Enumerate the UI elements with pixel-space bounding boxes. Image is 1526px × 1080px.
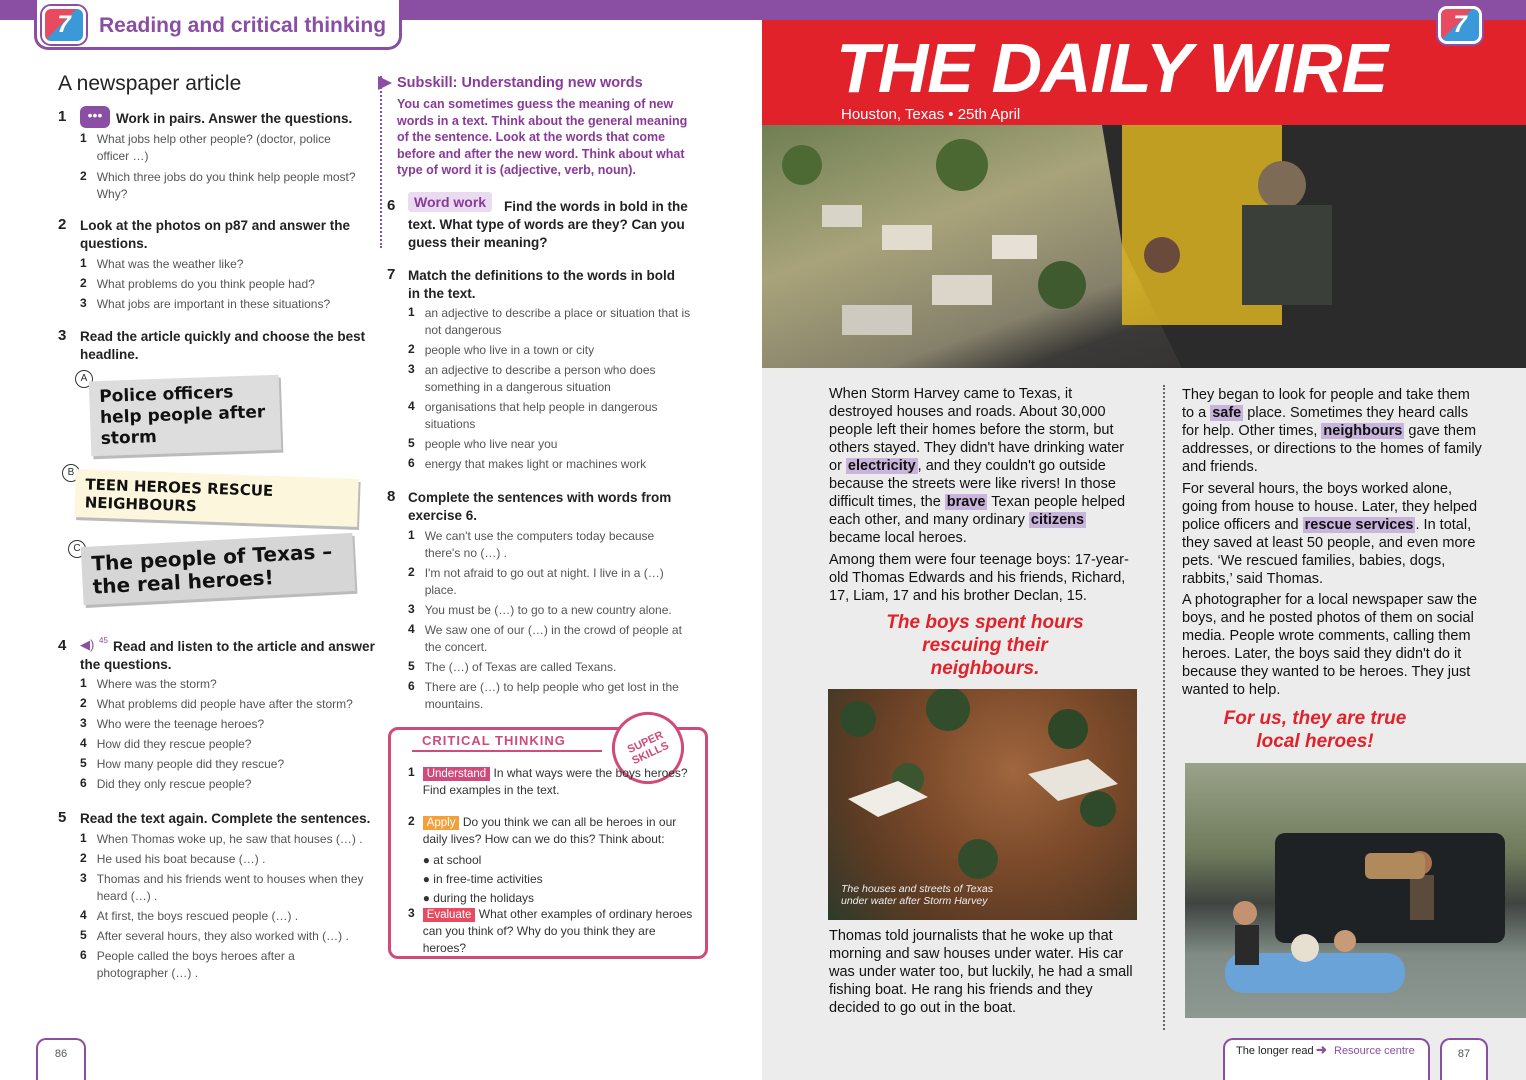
list-item: energy that makes light or machines work bbox=[424, 457, 647, 471]
tag-understand: Understand bbox=[423, 767, 490, 781]
ex8-number: 8 bbox=[387, 488, 396, 505]
ex4-number: 4 bbox=[58, 637, 67, 654]
article-col1-p1: When Storm Harvey came to Texas, it destroyed houses and roads. About 30,000 people left their homes before the storm, but others stayed. They didn't have drinking water or electricity , and they couldn't go outside because the streets were like rivers! In those difficult times, the brave Texan people helped each other, and many ordinary citizens became local heroes. bbox=[829, 386, 1126, 546]
tag-apply: Apply bbox=[423, 816, 460, 830]
ex4-list: 1 Where was the storm? 2 What problems did people have after the storm? 3 Who were the teenage heroes? 4 How did they rescue people? 5 How many people did they rescue? 6 Did they only rescue people? bbox=[80, 676, 353, 791]
word-neighbours: neighbours bbox=[1323, 423, 1403, 439]
list-item: We can't use the computers today because there's no (…) . bbox=[424, 529, 655, 560]
list-item: organisations that help people in dangerous situations bbox=[424, 400, 658, 431]
ex7-list: 1 an adjective to describe a place or situation that is not dangerous 2 people who live in a town or city 3 an adjective to describe a person who does something in a dangerous situation 4 organisations that help people in dangerous situations 5 people who live near you 6 energy that makes light or machines work bbox=[408, 305, 693, 473]
pull-quote-2: For us, they are true local heroes! bbox=[1223, 708, 1407, 752]
list-item: Which three jobs do you think help people most? Why? bbox=[96, 170, 356, 201]
list-item: people who live near you bbox=[424, 437, 558, 451]
list-item: There are (…) to help people who get lost in the mountains. bbox=[424, 680, 679, 711]
resource-centre-link[interactable]: Resource centre bbox=[1334, 1045, 1415, 1057]
critical-thinking-title: CRITICAL THINKING bbox=[422, 733, 566, 748]
list-item: Where was the storm? bbox=[96, 677, 217, 691]
ex5-list: 1 When Thomas woke up, he saw that houses (…) . 2 He used his boat because (…) . 3 Thomas and his friends went to houses when they heard (…) . 4 At first, the boys rescued people (…) . 5 After several hours, they also worked with (…) . 6 People called the boys heroes after a photographer (…) . bbox=[80, 831, 364, 980]
ex8-list: 1 We can't use the computers today because there's no (…) . 2 I'm not afraid to go out at night. I live in a (…) place. 3 You must be (…) to go to a new country alone. 4 We saw one of our (…) in the crowd of people at the concert. 5 The (…) of Texas are called Texans. 6 There are (…) to help people who get lost in the mountains. bbox=[408, 528, 693, 713]
list-item: What problems do you think people had? bbox=[96, 277, 315, 291]
list-item: Did they only rescue people? bbox=[96, 777, 252, 791]
list-item: Thomas and his friends went to houses when they heard (…) . bbox=[96, 872, 364, 903]
list-item: How many people did they rescue? bbox=[96, 757, 285, 771]
flood-rescue-photo bbox=[762, 125, 1526, 368]
dateline: Houston, Texas • 25th April bbox=[841, 106, 1021, 123]
list-item: When Thomas woke up, he saw that houses (…) . bbox=[96, 832, 363, 846]
headline-c: The people of Texas – the real heroes! bbox=[81, 533, 356, 605]
tag-evaluate: Evaluate bbox=[423, 908, 476, 922]
list-item: an adjective to describe a person who does something in a dangerous situation bbox=[424, 363, 656, 394]
ex4-title: Read and listen to the article and answer the questions. bbox=[80, 639, 375, 672]
article-col2-p3: A photographer for a local newspaper saw the boys, and he posted photos of them on social media. People wrote comments, calling them heroes. Later, the boys said they didn't do it because they wanted to be heroes. They just wanted to help. bbox=[1182, 592, 1478, 698]
headline-a: Police officers help people after storm bbox=[89, 375, 282, 457]
ex6-number: 6 bbox=[387, 197, 396, 214]
unit-badge: 7 bbox=[42, 6, 86, 44]
subskill-title: Subskill: Understanding new words bbox=[397, 75, 643, 91]
top-bar-right bbox=[762, 0, 1526, 20]
ex1-number: 1 bbox=[58, 108, 67, 125]
ex7-title: Match the definitions to the words in bold in the text. bbox=[408, 268, 675, 301]
list-item: What was the weather like? bbox=[96, 257, 244, 271]
ex7-number: 7 bbox=[387, 266, 396, 283]
boat-rescue-graphic bbox=[1185, 763, 1526, 1018]
page-heading: A newspaper article bbox=[58, 72, 242, 95]
ct-q2: 2 Apply Do you think we can all be heroes in our daily lives? How can we do this? Think about: ● at school ● in free-time activities ● during the holidays bbox=[408, 814, 693, 908]
list-item: The (…) of Texas are called Texans. bbox=[424, 660, 617, 674]
ex8-title: Complete the sentences with words from exercise 6. bbox=[408, 490, 672, 523]
list-item: After several hours, they also worked with (…) . bbox=[96, 929, 349, 943]
word-rescue-services: rescue services bbox=[1304, 517, 1414, 533]
ex3-title: Read the article quickly and choose the best headline. bbox=[80, 329, 366, 362]
longer-read-link[interactable]: The longer read bbox=[1236, 1045, 1314, 1057]
headline-b-letter: B bbox=[62, 464, 80, 482]
ex2-number: 2 bbox=[58, 216, 67, 233]
article-col2-p2: For several hours, the boys worked alone, going from house to house. Later, they helped police officers and rescue services . In total, they saved at least 50 people, and even more pets. ‘We rescued families, babies, dogs, rabbits,’ said Thomas. bbox=[1182, 481, 1478, 587]
ex5-number: 5 bbox=[58, 809, 67, 826]
word-work-badge: Word work bbox=[408, 192, 492, 212]
arrow-right-icon: ➜ bbox=[1316, 1042, 1327, 1057]
article-col1-p3: Thomas told journalists that he woke up that morning and saw houses under water. His car was under water too, but luckily, he had a small fishing boat. He rang his friends and they decided to go out in the boat. bbox=[829, 928, 1133, 1016]
flood-scene-graphic bbox=[762, 125, 1526, 368]
pairwork-icon: ••• bbox=[80, 106, 110, 128]
list-item: an adjective to describe a place or situation that is not dangerous bbox=[424, 306, 691, 337]
ex1-list: 1 What jobs help other people? (doctor, police officer …) 2 Which three jobs do you think help people most? Why? bbox=[80, 131, 365, 203]
pull-quote-1: The boys spent hours rescuing their neighbours. bbox=[886, 612, 1084, 679]
article-col1-p2: Among them were four teenage boys: 17-year-old Thomas Edwards and his friends, Richard, 17, Liam, 17 and his brother Declan, 15. bbox=[829, 552, 1129, 604]
ex1-title: Work in pairs. Answer the questions. bbox=[116, 111, 353, 126]
subskill-text: You can sometimes guess the meaning of new words in a text. Think about the general meaning of the sentence. Look at the words that come before and after the new word. Think about what type of word it is (adjective, verb, noun). bbox=[397, 97, 688, 177]
headline-c-letter: C bbox=[68, 540, 86, 558]
ex6-title: Find the words in bold in the text. What type of words are they? Can you guess their meaning? bbox=[408, 199, 688, 250]
section-title: Reading and critical thinking bbox=[99, 14, 387, 37]
list-item: Who were the teenage heroes? bbox=[96, 717, 265, 731]
word-citizens: citizens bbox=[1030, 512, 1085, 528]
column-divider bbox=[1163, 385, 1165, 1030]
headline-b: TEEN HEROES RESCUE NEIGHBOURS bbox=[74, 469, 359, 527]
list-item: How did they rescue people? bbox=[96, 737, 252, 751]
ex2-title: Look at the photos on p87 and answer the questions. bbox=[80, 218, 351, 251]
ct-q3: 3 Evaluate What other examples of ordinary heroes can you think of? Why do you think they are heroes? bbox=[408, 906, 693, 955]
audio-track: 45 bbox=[99, 636, 108, 645]
bullet-item: ● in free-time activities bbox=[422, 872, 543, 886]
list-item: What jobs help other people? (doctor, police officer …) bbox=[96, 132, 331, 163]
word-safe: safe bbox=[1212, 405, 1242, 421]
bullet-item: ● at school bbox=[422, 853, 482, 867]
arrow-icon bbox=[378, 76, 392, 90]
headline-a-letter: A bbox=[75, 370, 93, 388]
subskill-rule bbox=[380, 76, 382, 248]
newspaper-masthead: THE DAILY WIRE bbox=[836, 29, 1388, 107]
ex2-list: 1 What was the weather like? 2 What problems do you think people had? 3 What jobs are important in these situations? bbox=[80, 256, 331, 311]
photo-caption: The houses and streets of Texas under water after Storm Harvey bbox=[841, 883, 993, 907]
list-item: At first, the boys rescued people (…) . bbox=[96, 909, 299, 923]
list-item: We saw one of our (…) in the crowd of people at the concert. bbox=[424, 623, 682, 654]
list-item: I'm not afraid to go out at night. I live in a (…) place. bbox=[424, 566, 664, 597]
ct-q1: 1 Understand In what ways were the boys heroes? Find examples in the text. bbox=[408, 765, 688, 797]
list-item: People called the boys heroes after a photographer (…) . bbox=[96, 949, 295, 980]
page-number-left: 86 bbox=[36, 1038, 86, 1080]
list-item: people who live in a town or city bbox=[424, 343, 595, 357]
ex5-title: Read the text again. Complete the sentences. bbox=[80, 811, 371, 826]
bullet-item: ● during the holidays bbox=[422, 891, 535, 905]
list-item: What problems did people have after the storm? bbox=[96, 697, 353, 711]
audio-icon: ◀) bbox=[80, 637, 95, 652]
ex3-number: 3 bbox=[58, 327, 67, 344]
word-electricity: electricity bbox=[847, 458, 916, 474]
boat-rescue-photo bbox=[1185, 763, 1526, 1018]
list-item: You must be (…) to go to a new country alone. bbox=[424, 603, 672, 617]
article-col2-p1: They began to look for people and take them to a safe place. Sometimes they heard calls for help. Other times, neighbours gave them addresses, or directions to the homes of family and friends. bbox=[1182, 387, 1482, 475]
list-item: He used his boat because (…) . bbox=[96, 852, 266, 866]
word-brave: brave bbox=[946, 494, 986, 510]
unit-badge-right: 7 bbox=[1438, 6, 1482, 44]
super-skills-stamp: SUPER SKILLS bbox=[600, 700, 696, 796]
list-item: What jobs are important in these situations? bbox=[96, 297, 331, 311]
page-number-right: 87 bbox=[1440, 1038, 1488, 1080]
